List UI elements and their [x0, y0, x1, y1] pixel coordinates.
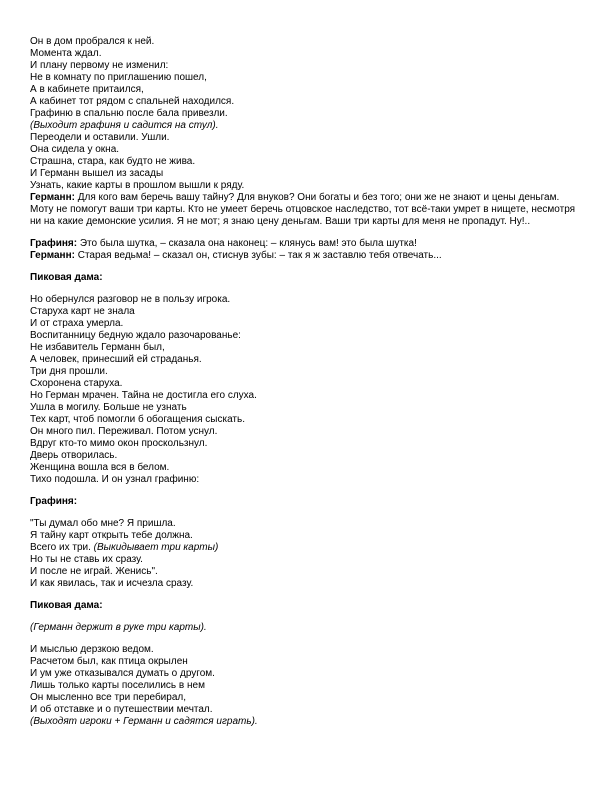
line-segment: Лишь только карты поселились в нем [30, 680, 205, 691]
line-segment: Воспитанницу бедную ждало разочарованье: [30, 330, 241, 341]
line-segment: Всего их три. [30, 542, 94, 553]
text-line [30, 366, 580, 378]
line-segment: И плану первому не изменил: [30, 60, 169, 71]
line-segment: Дверь отворилась. [30, 450, 118, 461]
heading-block: Пиковая дама: [30, 600, 103, 611]
speaker-name: Германн: [30, 192, 75, 203]
text-line [30, 414, 580, 426]
text-line [30, 704, 580, 716]
line-segment: Он в дом пробрался к ней. [30, 36, 155, 47]
text-line [30, 438, 580, 450]
text-line [30, 48, 580, 60]
speech-block: Графиня: Это была шутка, – сказала она наконец: – клянусь вам! это была шутка! [30, 238, 417, 249]
line-segment: И мыслью дерзкою ведом. [30, 644, 154, 655]
text-line [30, 474, 580, 486]
text-line [30, 156, 580, 168]
verse-block [30, 294, 580, 486]
text-line [30, 680, 580, 692]
line-segment: Графиню в спальню после бала привезли. [30, 108, 228, 119]
stage-block: (Германн держит в руке три карты). [30, 622, 207, 633]
text-line [30, 180, 580, 192]
text-line [30, 692, 580, 704]
verse-block [30, 36, 580, 192]
speech-block: Германн: Для кого вам беречь вашу тайну? Для внуков? Они богаты и без того; они же не знают и цены деньгам. Моту не помогут ваши три карты. Кто не умеет беречь отцовское наследство, тот всё-таки умрет в нищете, несмотря ни на какие демонские усилия. Я не мот; я знаю цену деньгам. Ваши три карты для меня не пропадут. Ну!.. [30, 192, 576, 227]
document-body [30, 36, 580, 728]
line-segment: (Выкидывает три карты) [93, 542, 219, 553]
text-line [30, 60, 580, 72]
line-segment: Но Герман мрачен. Тайна не достигла его слуха. [30, 390, 257, 401]
line-segment: А в кабинете притаился, [30, 84, 144, 95]
line-segment: А человек, принесший ей страданья. [30, 354, 202, 365]
speaker-name: Графиня: [30, 238, 78, 249]
line-segment: А кабинет тот рядом с спальней находился. [30, 96, 235, 107]
text-line [30, 342, 580, 354]
text-line [30, 566, 580, 578]
line-segment: Не в комнату по приглашению пошел, [30, 72, 207, 83]
heading-block: Пиковая дама: [30, 272, 103, 283]
text-line [30, 644, 580, 656]
line-segment: Три дня прошли. [30, 366, 108, 377]
text-line [30, 84, 580, 96]
text-line [30, 530, 580, 542]
line-segment: И от страха умерла. [30, 318, 124, 329]
text-line [30, 354, 580, 366]
text-line [30, 306, 580, 318]
line-segment: Не избавитель Германн был, [30, 342, 165, 353]
text-line [30, 716, 580, 728]
text-line [30, 36, 580, 48]
line-segment: "Ты думал обо мне? Я пришла. [30, 518, 176, 529]
line-segment: И Германн вышел из засады [30, 168, 164, 179]
text-line [30, 668, 580, 680]
text-line [30, 168, 580, 180]
text-line [30, 72, 580, 84]
text-line [30, 132, 580, 144]
line-segment: Но ты не ставь их сразу. [30, 554, 143, 565]
line-segment: И после не играй. Женись". [30, 566, 158, 577]
line-segment: Старуха карт не знала [30, 306, 135, 317]
line-segment: Он много пил. Переживал. Потом уснул. [30, 426, 218, 437]
line-segment: Момента ждал. [30, 48, 102, 59]
line-segment: Но обернулся разговор не в пользу игрока. [30, 294, 231, 305]
verse-block [30, 644, 580, 728]
text-line [30, 426, 580, 438]
line-segment: Я тайну карт открыть тебе должна. [30, 530, 193, 541]
line-segment: (Выходят игроки + Германн и садятся играть). [30, 716, 258, 727]
text-line [30, 108, 580, 120]
text-line [30, 120, 580, 132]
text-line [30, 144, 580, 156]
line-segment: Тех карт, чтоб помогли б обогащения сыскать. [30, 414, 245, 425]
text-line [30, 450, 580, 462]
text-line [30, 518, 580, 530]
line-segment: Он мысленно все три перебирал, [30, 692, 187, 703]
line-segment: И ум уже отказывался думать о другом. [30, 668, 215, 679]
text-line [30, 390, 580, 402]
text-line [30, 294, 580, 306]
text-line [30, 656, 580, 668]
line-segment: Ушла в могилу. Больше не узнать [30, 402, 187, 413]
text-line [30, 542, 580, 554]
line-segment: И об отставке и о путешествии мечтал. [30, 704, 213, 715]
line-segment: Схоронена старуха. [30, 378, 123, 389]
text-line [30, 554, 580, 566]
speaker-name: Германн: [30, 250, 75, 261]
text-line [30, 378, 580, 390]
heading-block: Графиня: [30, 496, 78, 507]
line-segment: Женщина вошла вся в белом. [30, 462, 170, 473]
line-segment: Узнать, какие карты в прошлом вышли к ряду. [30, 180, 245, 191]
line-segment: Расчетом был, как птица окрылен [30, 656, 188, 667]
line-segment: (Выходит графиня и садится на стул). [30, 120, 219, 131]
verse-block [30, 518, 580, 590]
text-line [30, 330, 580, 342]
line-segment: И как явилась, так и исчезла сразу. [30, 578, 194, 589]
text-line [30, 318, 580, 330]
speech-block: Германн: Старая ведьма! – сказал он, стиснув зубы: – так я ж заставлю тебя отвечать... [30, 250, 442, 261]
text-line [30, 96, 580, 108]
text-line [30, 578, 580, 590]
line-segment: Переодели и оставили. Ушли. [30, 132, 170, 143]
text-line [30, 402, 580, 414]
line-segment: Страшна, стара, как будто не жива. [30, 156, 196, 167]
text-line [30, 462, 580, 474]
line-segment: Вдруг кто-то мимо окон проскользнул. [30, 438, 208, 449]
line-segment: Она сидела у окна. [30, 144, 120, 155]
line-segment: Тихо подошла. И он узнал графиню: [30, 474, 200, 485]
